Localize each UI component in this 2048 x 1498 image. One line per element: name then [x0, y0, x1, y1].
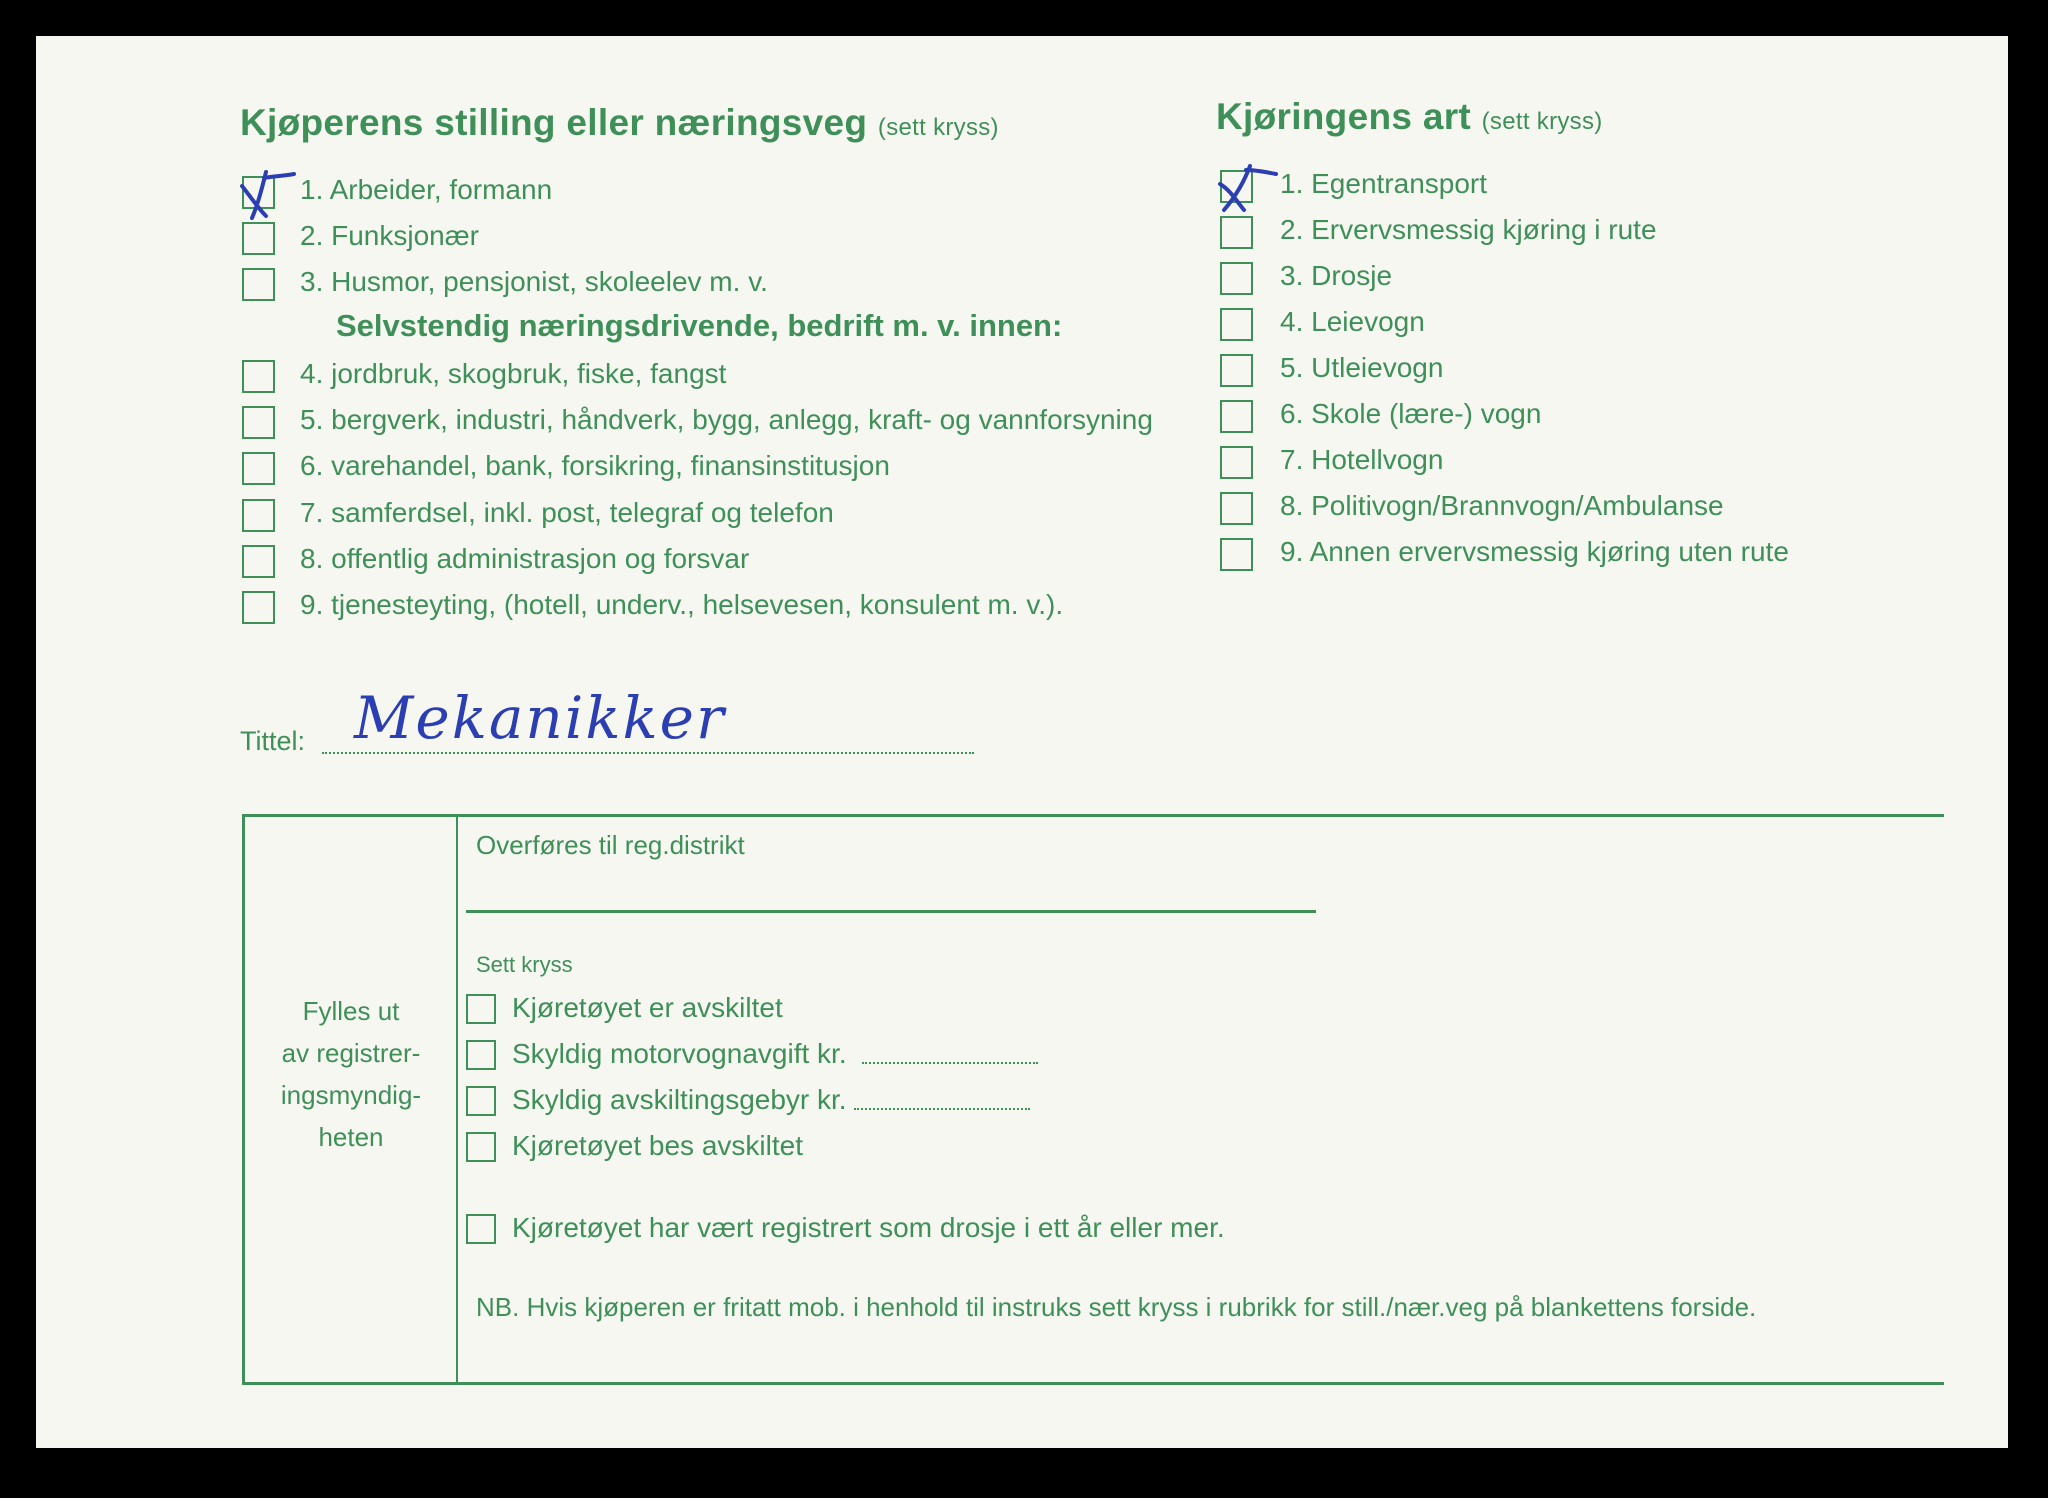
left-title-text: Kjøperens stilling eller næringsveg — [240, 102, 868, 143]
checkbox-motorvognavgift[interactable] — [466, 1040, 496, 1070]
left-title-note: (sett kryss) — [877, 114, 999, 141]
box-divider — [456, 814, 458, 1385]
tittel-label: Tittel: — [240, 726, 306, 756]
option-funksjonaer: 2. Funksjonær — [300, 220, 479, 251]
motorvognavgift-dotted-line — [862, 1062, 1038, 1064]
checkbox-tjenesteyting[interactable] — [242, 591, 275, 624]
nb-note: NB. Hvis kjøperen er fritatt mob. i henhold til instruks sett kryss i rubrikk for still./nær.veg på blankettens forside. — [476, 1292, 1757, 1322]
checkbox-utleievogn[interactable] — [1220, 354, 1253, 387]
checkbox-annen[interactable] — [1220, 538, 1253, 571]
checkbox-funksjonaer[interactable] — [242, 222, 275, 255]
checkbox-avskiltingsgebyr[interactable] — [466, 1086, 496, 1116]
side-label-line-3: ingsmyndig- — [280, 1080, 422, 1110]
checkbox-varehandel[interactable] — [242, 452, 275, 485]
checkbox-bergverk[interactable] — [242, 406, 275, 439]
option-tjenesteyting: 9. tjenesteyting, (hotell, underv., helsevesen, konsulent m. v.). — [300, 589, 1064, 620]
option-leievogn: 4. Leievogn — [1280, 306, 1425, 337]
option-jordbruk: 4. jordbruk, skogbruk, fiske, fangst — [300, 358, 727, 389]
checkbox-politivogn[interactable] — [1220, 492, 1253, 525]
checkbox-leievogn[interactable] — [1220, 308, 1253, 341]
option-politivogn: 8. Politivogn/Brannvogn/Ambulanse — [1280, 490, 1724, 521]
box-top-border — [242, 814, 1944, 817]
side-label-line-2: av registrer- — [281, 1038, 421, 1068]
left-section-title — [240, 102, 999, 144]
right-title-note: (sett kryss) — [1481, 108, 1603, 135]
checkbox-jordbruk[interactable] — [242, 360, 275, 393]
box-bottom-border — [242, 1382, 1944, 1385]
option-avskiltet: Kjøretøyet er avskiltet — [512, 992, 783, 1023]
option-arbeider: 1. Arbeider, formann — [300, 174, 553, 205]
handwritten-check-egentransport-icon — [1216, 160, 1280, 216]
checkbox-drosje[interactable] — [1220, 262, 1253, 295]
tittel-value[interactable]: Mekanikker — [354, 684, 726, 752]
checkbox-samferdsel[interactable] — [242, 499, 275, 532]
tittel-dotted-line — [322, 752, 974, 754]
form-page — [36, 36, 2008, 1448]
subheading-selvstendig: Selvstendig næringsdrivende, bedrift m. v. innen: — [336, 308, 1063, 343]
option-bes-avskiltet: Kjøretøyet bes avskiltet — [512, 1130, 803, 1161]
option-samferdsel: 7. samferdsel, inkl. post, telegraf og telefon — [300, 497, 834, 528]
box-left-border — [242, 814, 245, 1385]
checkbox-bes-avskiltet[interactable] — [466, 1132, 496, 1162]
sett-kryss-label: Sett kryss — [476, 952, 573, 977]
checkbox-drosje-ett-ar[interactable] — [466, 1214, 496, 1244]
option-egentransport: 1. Egentransport — [1280, 168, 1488, 199]
option-annen: 9. Annen ervervsmessig kjøring uten rute — [1280, 536, 1789, 567]
option-skolevogn: 6. Skole (lære-) vogn — [1280, 398, 1542, 429]
option-drosje-ett-ar: Kjøretøyet har vært registrert som drosje i ett år eller mer. — [512, 1212, 1225, 1243]
right-title-text: Kjøringens art — [1216, 96, 1472, 137]
transfer-label: Overføres til reg.distrikt — [476, 830, 745, 860]
checkbox-skolevogn[interactable] — [1220, 400, 1253, 433]
option-offentlig: 8. offentlig administrasjon og forsvar — [300, 543, 750, 574]
checkbox-avskiltet[interactable] — [466, 994, 496, 1024]
option-drosje: 3. Drosje — [1280, 260, 1393, 291]
handwritten-check-arbeider-icon — [236, 164, 300, 224]
option-varehandel: 6. varehandel, bank, forsikring, finansinstitusjon — [300, 450, 890, 481]
checkbox-rute[interactable] — [1220, 216, 1253, 249]
option-hotellvogn: 7. Hotellvogn — [1280, 444, 1444, 475]
option-rute: 2. Ervervsmessig kjøring i rute — [1280, 214, 1657, 245]
transfer-line — [466, 910, 1316, 913]
avskiltingsgebyr-dotted-line — [854, 1108, 1030, 1110]
option-motorvognavgift: Skyldig motorvognavgift kr. — [512, 1038, 847, 1069]
side-label — [258, 990, 444, 1158]
side-label-line-4: heten — [318, 1122, 384, 1152]
checkbox-hotellvogn[interactable] — [1220, 446, 1253, 479]
option-avskiltingsgebyr: Skyldig avskiltingsgebyr kr. — [512, 1084, 847, 1115]
right-section-title — [1216, 96, 1603, 138]
checkbox-husmor[interactable] — [242, 268, 275, 301]
checkbox-offentlig[interactable] — [242, 545, 275, 578]
option-husmor: 3. Husmor, pensjonist, skoleelev m. v. — [300, 266, 768, 297]
option-bergverk: 5. bergverk, industri, håndverk, bygg, anlegg, kraft- og vannforsyning — [300, 404, 1153, 435]
option-utleievogn: 5. Utleievogn — [1280, 352, 1444, 383]
side-label-line-1: Fylles ut — [302, 996, 400, 1026]
